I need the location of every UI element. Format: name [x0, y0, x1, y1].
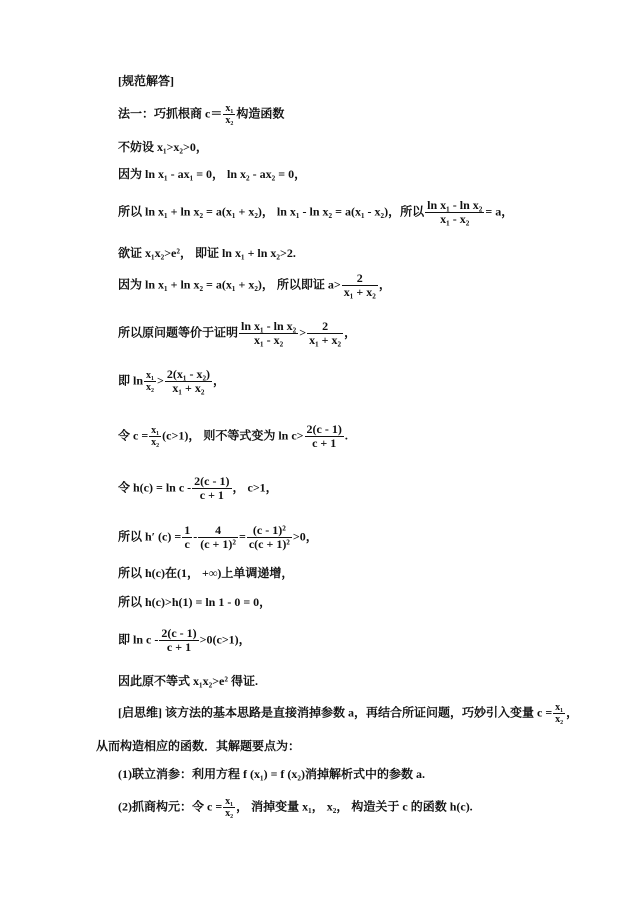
text: 所以 h′ (c) = — [118, 529, 182, 544]
text: - — [193, 529, 198, 544]
text: (2)抓商构元：令 c = — [118, 799, 223, 814]
monotonic-line: 所以 h(c)在(1， +∞)上单调递增， — [118, 566, 294, 580]
text: > — [157, 373, 164, 388]
fraction: $\frac{2}{\text{x₁ + x₂}}$ — [343, 271, 376, 299]
goal-line: 欲证 x₁x₂>e²， 即证 ln x₁ + ln x₂>2. — [118, 246, 296, 260]
text: ， — [344, 325, 357, 340]
premise-line: 因为 ln x₁ - ax₁ = 0， ln x₂ - ax₂ = 0， — [118, 167, 307, 181]
conclusion-line: 因此原不等式 x₁x₂>e² 得证. — [118, 674, 258, 688]
reflection-line — [118, 702, 578, 725]
text: 所以 ln x₁ + ln x₂ = a(x₁ + x₂)， ln x₁ - ln x₂ = a(x₁ - x₂)，所以 — [118, 204, 425, 219]
reflection-continued: 从而构造相应的函数．其解题要点为： — [96, 739, 301, 753]
function-def-line — [118, 475, 278, 502]
point-1: (1)联立消参：利用方程 f (x₁) = f (x₂)消掉解析式中的参数 a. — [118, 767, 426, 781]
text: > — [299, 325, 307, 340]
text: 法一：巧抓根商 c＝ — [118, 106, 223, 121]
text: 即 ln c - — [118, 632, 159, 647]
derivative-line — [118, 524, 318, 551]
text: [启思维] 该方法的基本思路是直接消掉参数 a，再结合所证问题，巧妙引入变量 c = — [118, 705, 553, 720]
fraction: $\frac{2}{\text{x₁ + x₂}}$ — [309, 319, 342, 347]
fraction: $\frac{\text{2(x₁ - x₂)}}{\text{x₁ + x₂}}$ — [166, 367, 211, 395]
fraction: $\frac{\text{x₁}}{\text{x₂}}$ — [151, 425, 160, 448]
text: >0(c>1)， — [199, 632, 251, 647]
text: 令 h(c) = ln c - — [118, 480, 192, 495]
text: = — [238, 529, 246, 544]
fraction: $\frac{\text{x₁}}{\text{x₂}}$ — [555, 702, 564, 725]
text: . — [344, 428, 348, 443]
fraction: $\frac{4}{\text{(c + 1)²}}$ — [200, 523, 236, 551]
text: ， — [213, 373, 226, 388]
text: ， c>1， — [232, 480, 278, 495]
inequality-line — [118, 368, 225, 395]
equivalence-line — [118, 320, 356, 347]
fraction: $\frac{\text{x₁}}{\text{x₂}}$ — [225, 796, 234, 819]
text: ， — [566, 705, 579, 720]
fraction: $\frac{2(c - 1)}{c + 1}$ — [194, 474, 230, 502]
bound-line: 所以 h(c)>h(1) = ln 1 - 0 = 0， — [118, 595, 272, 609]
substitution-line — [118, 423, 348, 450]
fraction: $\frac{\text{x₁}}{\text{x₂}}$ — [146, 370, 155, 393]
section-heading: [规范解答] — [118, 74, 174, 88]
text: >0， — [292, 529, 318, 544]
text: 所以原问题等价于证明 — [118, 325, 239, 340]
fraction: $\frac{2(c - 1)}{c + 1}$ — [161, 626, 197, 654]
fraction: $\frac{\text{ln x₁ - ln x₂}}{\text{x₁ - x₂}}$ — [241, 319, 297, 347]
fraction: $\frac{1}{c}$ — [184, 523, 191, 551]
fraction: $\frac{\text{ln x₁ - ln x₂}}{\text{x₁ - x₂}}$ — [427, 198, 483, 226]
text: ， 消掉变量 x₁， x₂， 构造关于 c 的函数 h(c). — [236, 799, 473, 814]
fraction: $\frac{\text{(c - 1)²}}{\text{c(c + 1)²}}$ — [248, 523, 290, 551]
text: 因为 ln x₁ + ln x₂ = a(x₁ + x₂)， 所以即证 a> — [118, 277, 341, 292]
point-2 — [118, 796, 473, 819]
derivation-line — [118, 199, 513, 226]
method-title-line — [118, 103, 284, 126]
conclusion-ineq-line — [118, 627, 251, 654]
fraction: $\frac{2(c - 1)}{c + 1}$ — [306, 422, 342, 450]
text: = a， — [485, 204, 514, 219]
assumption-line: 不妨设 x₁>x₂>0， — [118, 140, 208, 154]
text: ， — [378, 277, 391, 292]
text: (c>1)， 则不等式变为 ln c> — [162, 428, 304, 443]
reduction-line — [118, 272, 391, 299]
text: 构造函数 — [236, 106, 285, 121]
fraction: $\frac{\text{x₁}}{\text{x₂}}$ — [225, 103, 234, 126]
text: 令 c = — [118, 428, 149, 443]
text: 即 ln — [118, 373, 144, 388]
